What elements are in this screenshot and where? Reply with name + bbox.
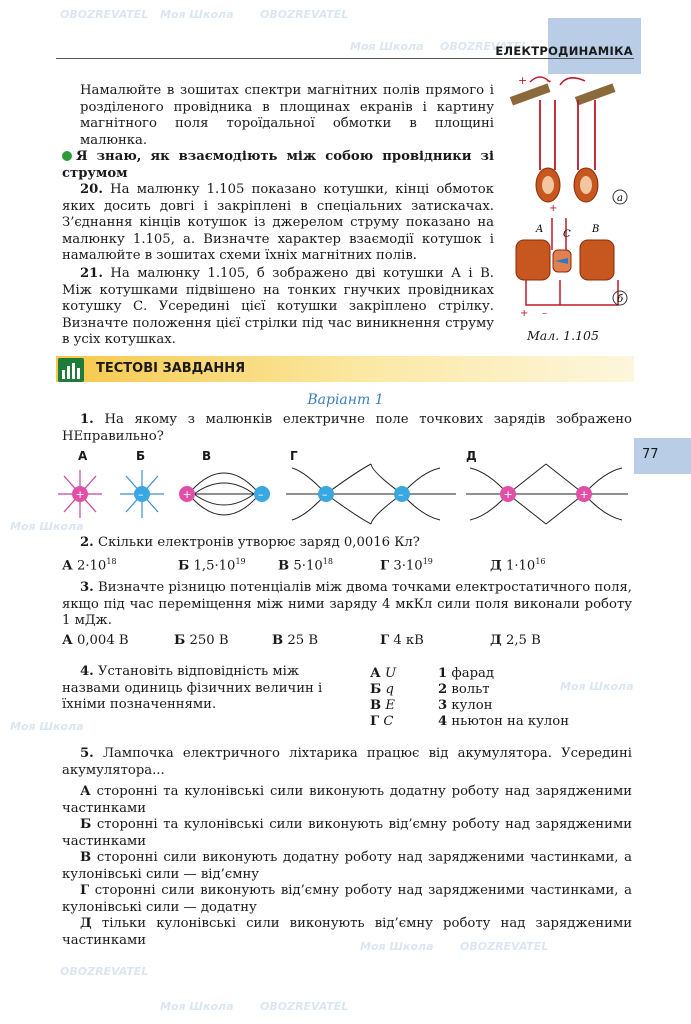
header-rule <box>56 58 634 59</box>
field-lines-figure <box>56 462 632 528</box>
svg-text:–: – <box>542 308 547 319</box>
figure-caption: Мал. 1.105 <box>527 328 599 343</box>
q4-right-2[interactable]: 2 вольт <box>438 682 490 697</box>
question-5: 5. Лампочка електричного ліхтарика працює від акумулятора. Усередині акумулятора... <box>62 746 632 778</box>
q4-left-g[interactable]: Г C <box>370 714 394 729</box>
subsection-heading: Я знаю, як взаємодіють між собою провідники зі струмом <box>62 149 494 181</box>
q3-option-b[interactable]: Б 250 В <box>174 633 229 648</box>
watermark-brand: OBOZREVATEL <box>440 40 529 53</box>
q3-option-v[interactable]: В 25 В <box>272 633 319 648</box>
watermark-school: Моя Школа <box>10 720 84 733</box>
q5-option-g[interactable]: Г сторонні сили виконують від’ємну роботу над зарядженими частинками, а кулонівські сили — додатну <box>62 883 632 915</box>
watermark-brand: OBOZREVATEL <box>460 940 549 953</box>
tests-section-title: ТЕСТОВІ ЗАВДАННЯ <box>96 361 246 376</box>
figure-label-a: а <box>617 193 623 204</box>
q2-option-b[interactable]: Б $1,5\cdot 10^{19}$ <box>178 557 246 574</box>
q5-option-d[interactable]: Д тільки кулонівські сили виконують від’ємну роботу над зарядженими частинками <box>62 916 632 948</box>
coil-A-label: A <box>536 224 544 235</box>
watermark-school: Моя Школа <box>560 680 634 693</box>
question-4: 4. Установіть відповідність між назвами одиниць фізичних величин і їхніми позначеннями. <box>62 664 323 713</box>
question-1: 1. На якому з малюнків електричне поле точкових зарядів зображено НЕправильно? <box>62 412 632 444</box>
q2-option-v[interactable]: В $5\cdot 10^{18}$ <box>278 557 333 574</box>
bullet-icon <box>62 151 72 161</box>
coil-C-label: C <box>563 229 571 240</box>
page-number: 77 <box>642 447 659 462</box>
q2-option-a[interactable]: А $2\cdot 10^{18}$ <box>62 557 117 574</box>
watermark-school: Моя Школа <box>10 520 84 533</box>
watermark-brand: OBOZREVATEL <box>60 965 149 978</box>
q2-option-d[interactable]: Д $1\cdot 10^{16}$ <box>490 557 546 574</box>
q1-label-g: Г <box>290 449 298 463</box>
watermark-brand: OBOZREVATEL <box>260 8 349 21</box>
watermark-school: Моя Школа <box>160 1000 234 1013</box>
svg-text:+: + <box>520 308 529 319</box>
svg-text:–: – <box>546 74 552 87</box>
watermark-brand: OBOZREVATEL <box>60 8 149 21</box>
watermark-brand: OBOZREVATEL <box>260 1000 349 1013</box>
q5-option-b[interactable]: Б сторонні та кулонівські сили виконують від’ємну роботу над зарядженими частинками <box>62 817 632 849</box>
svg-text:–: – <box>322 488 328 501</box>
q1-label-a: А <box>78 449 88 463</box>
svg-text:+: + <box>75 488 85 501</box>
q4-right-4[interactable]: 4 ньютон на кулон <box>438 714 570 729</box>
task-21: 21. На малюнку 1.105, б зображено дві котушки А і В. Між котушками підвішено на тонких гнучких провідниках котушку С. Усередині цієї котушки закріплено стрілку. Визначте положення цієї стрілки під час виникнення струму в усіх котушках. <box>62 266 494 348</box>
q3-option-g[interactable]: Г 4 кВ <box>380 633 424 648</box>
q4-right-3[interactable]: 3 кулон <box>438 698 493 713</box>
watermark-school: Моя Школа <box>160 8 234 21</box>
svg-text:–: – <box>258 488 264 501</box>
question-2: 2. Скільки електронів утворює заряд 0,0016 Кл? <box>80 535 420 550</box>
q3-option-d[interactable]: Д 2,5 В <box>490 633 541 648</box>
watermark-school: Моя Школа <box>350 40 424 53</box>
svg-text:+: + <box>182 488 192 501</box>
q4-left-v[interactable]: В E <box>370 698 395 713</box>
svg-text:+: + <box>518 74 528 87</box>
svg-text:–: – <box>138 488 144 501</box>
coil-B-label: B <box>592 224 600 235</box>
q1-label-d: Д <box>466 449 477 463</box>
running-header: ЕЛЕКТРОДИНАМІКА <box>495 44 633 58</box>
q4-left-a[interactable]: А U <box>370 666 397 681</box>
q5-option-a[interactable]: А сторонні та кулонівські сили виконують додатну роботу над зарядженими частинками <box>62 784 632 816</box>
figure-label-b: б <box>617 294 624 305</box>
q3-option-a[interactable]: А 0,004 В <box>62 633 129 648</box>
q1-label-b: Б <box>136 449 146 463</box>
bar-chart-icon <box>58 358 84 382</box>
coils-figure <box>500 70 640 325</box>
q4-left-b[interactable]: Б q <box>370 682 394 697</box>
variant-heading: Варіант 1 <box>307 392 384 408</box>
q2-option-g[interactable]: Г $3\cdot 10^{19}$ <box>380 557 433 574</box>
svg-text:+: + <box>579 488 589 501</box>
svg-text:+: + <box>549 203 558 214</box>
svg-text:+: + <box>503 488 513 501</box>
svg-text:–: – <box>398 488 404 501</box>
q4-right-1[interactable]: 1 фарад <box>438 666 494 681</box>
watermark-school: Моя Школа <box>360 940 434 953</box>
intro-paragraph: Намалюйте в зошитах спектри магнітних полів прямого і розділеного провідника в площинах екранів і картину магнітного поля тороїдальної обмотки в площині малюнка. <box>80 83 494 148</box>
task-20: 20. На малюнку 1.105 показано котушки, кінці обмоток яких досить довгі і закріплені в спеціальних затискачах. З’єднання кінців котушок із джерелом струму показано на малюнку 1.105, а. Визначте характер взаємодії котушок і намалюйте в зошитах схеми їхніх магнітних полів. <box>62 182 494 264</box>
question-3: 3. Визначте різницю потенціалів між двома точками електростатичного поля, якщо під час переміщення між ними заряду 4 мкКл сили поля виконали роботу 1 мДж. <box>62 580 632 629</box>
q5-option-v[interactable]: В сторонні сили виконують додатну роботу над зарядженими частинками, а кулонівські сили — від’ємну <box>62 850 632 882</box>
q1-label-v: В <box>202 449 212 463</box>
